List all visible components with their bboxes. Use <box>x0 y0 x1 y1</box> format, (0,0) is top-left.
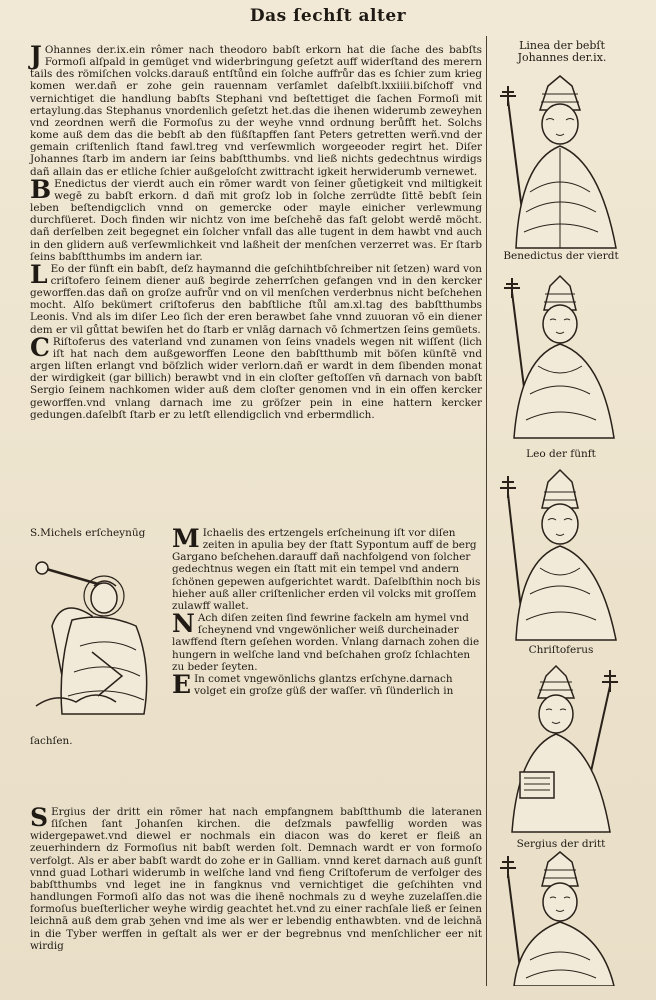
pope-name-sergius: Sergius der dritt <box>516 838 606 850</box>
pope-name-leo: Leo der fünft <box>526 448 596 460</box>
initial-letter: E <box>172 669 192 699</box>
michel-caption: S.Michels erſcheynūg <box>30 527 146 539</box>
initial-letter: J <box>30 41 42 70</box>
paragraph-text: Ichaelis des ertzengels erſcheinung iſt vor diſen zeiten in apulia bey der ſtatt Sypontum auff de berg Gargano beſchehen.darauff dañ nachfolgend von ſolcher gedechtnus wegen ein ſtatt mit ein tempel vnd andern ſchönen gepewen aufgerichtet wardt. Daſelbſthin noch bis hieher auß aller criſtenlicher erden vil volcks mit groſſem zulawff wallet. <box>172 527 481 612</box>
paragraph-text: Riſtoferus des vaterland vnd zunamen von ſeins vnadels wegen nit wiſſent (lich iſt hat nach dem außgeworffen Leone den babſtthumb mit böſen künſtē vnd argen liſten erlangt vnd böſzlich wider verlorn.dañ er wardt in dem ſibenden monat der wirdigkeit (gar billich) berawbt vnd in ein cloſter geſtoſſen vn̄ darnach von babſt Sergio ſeinem nachkomen wider auß dem cloſter genomen vnd in ein offen kercker geworffen.vnd vnlang darnach ime zu gröſzer pein in eine hattern kercker gedungen.daſelbſt ſtarb er zu letſt ellendigclich vnd erbermdlich. <box>30 335 482 421</box>
initial-letter: C <box>30 332 50 362</box>
lineage-label: Linea der bebſt Johannes der.ix. <box>517 39 607 64</box>
initial-letter: L <box>30 259 48 289</box>
pope-name-benedictus: Benedictus der vierdt <box>503 250 619 262</box>
paragraph-leo <box>30 259 482 336</box>
initial-letter: N <box>172 609 195 639</box>
paragraph-christoferus <box>30 332 482 421</box>
michel-text-block <box>172 524 482 699</box>
paragraph-johannes <box>30 41 482 178</box>
pope-portrait-benedictus <box>490 270 630 440</box>
pope-portrait-christoferus <box>490 662 630 834</box>
paragraph-michaelis <box>172 524 482 612</box>
paragraph-text: In comet vngewönlichs glantzs erſchyne.darnach volget ein groſze güß der waſſer. vn̄ ſünderlich in <box>194 672 454 698</box>
pope-name-christoferus: Chriſtoferus <box>528 644 594 656</box>
pope-portrait-johannes <box>490 72 630 250</box>
page-title: Das ſechſt alter <box>249 6 407 26</box>
pope-portrait-sergius <box>490 848 630 986</box>
main-text-column <box>30 41 482 421</box>
michel-tail-text: ſachſen. <box>30 735 73 747</box>
initial-letter: M <box>172 524 200 553</box>
initial-letter: S <box>30 803 49 832</box>
paragraph-text: Enedictus der vierdt auch ein rōmer wardt von ſeiner gůetigkeit vnd miltigkeit wegē zu babſt erkorn. d dañ mit groſz lob in ſolche zerrüdte ſittē bebſt ſein leben beſtendigclich vnnd on gemercke oder mayle einicher verlewmung durchfüeret. Doch finden wir nichtz von ime beſchehē das faſt gelobt werdē möcht. dañ derſelben zeit begegnet ein ſolcher vnfall das alle tugent in dem hawbt vnd auch in den glidern auß verſewmlichkeit vnd laßheit der menſchen verzerret was. Er ſtarb ſeins babſtthumbs im andern iar. <box>30 177 482 263</box>
pope-portrait-leo <box>490 464 630 642</box>
saint-michael-woodcut <box>32 556 164 716</box>
paragraph-text: Ach diſen zeiten ſind fewrine fackeln am hymel vnd ſcheynend vnd vngewönlicher weiß durcheinader lawffend ſtern geſehen worden. Vnlang darnach zohen die hungern in welſche land vnd beſchahen groſz ſchlachten zu beder ſeyten. <box>172 612 480 673</box>
paragraph-text: Eo der fünft ein babſt, deſz haymannd die geſchihtbſchreiber nit ſetzen) ward von criſtofero ſeinem diener auß begirde zeherrſchen gefangen vnd in den kercker geworffen.das dañ on groſze aufrůr vnd on vil menſchen verderbnus nicht beſchehen mocht. Alſo bekümert criſtoferus den babſtliche ſtůl am.xl.tag des babſtthumbs Leonis. Vnd als im diſer Leo ſich der eren berawbet ſahe vnnd zuuoran vō ein diener dem er vil gůttat bewiſen het do ſtarb er vnlāg darnach vō ſchmertzen ſeins gemüets. <box>30 262 482 336</box>
paragraph-fackeln <box>172 609 482 673</box>
paragraph-benedictus <box>30 174 482 263</box>
paragraph-text: Ergius der dritt ein rōmer hat nach empfangnem babſtthumb die lateranen ſiſchen ſant Johanſen kirchen. die deſzmals pawfellig worden was widergepawet.vnd diewel er nochmals ein diacon was do keret er fleiß an zeuerhindern dz Formoſius nit babſt werden ſolt. Demnach wardt er von formoſo verfolgt. Als er aber babſt wardt do zohe er in Galliam. vnnd keret darnach auß gunſt vnnd guad Lothari widerumb in welſche land vnd fieng Criſtoferum de verfolger des babſtthumbs vnd leget ine in fangknus vnd vernichtiget die geſchihten vnd handlungen Formoſi alſo das not was die ihenē nochmals zu d weyhe zuzelaſſen.die formoſus bueſterlicher weyhe wirdig geachtet het.vnd zu einer rachſale ließ er ſeinen leichnā auß dem grab ʒehen vnd ime als wer er lebendig enthawbten. vnd de leichnā in die Tyber werffen in geſtalt als wer er der begrebnus vnd menſchlicher eer nit wirdig <box>30 806 482 952</box>
initial-letter: B <box>30 174 52 204</box>
paragraph-sergius <box>30 803 482 952</box>
paragraph-text: Ohannes der.ix.ein rômer nach theodoro babſt erkorn hat die ſache des babſts Formoſi alſpald in gemüget vnd widerbringung geſetzt auff widerſtand des merern tails des römiſchen volcks.darauß entſtůnd ein ſolche auffrůr das es ſchier zum krieg komen wer.dañ er zohe gein rauennam verſamlet daſelbſt.lxxiiii.biſchoff vnd vernichtiget die handlung babſts Stephani vnd beſtettiget die ſachen Formoſi mit ertaylung.das Stephanus vnordenlich geſetzt het.das die ihenen widerumb zeweyhen vnd zeordnen werñ die Formoſus zu der weyhe vnnd ordnung berůfft het. Solchs kome auß dem das die bebſt ab den füßſtapffen ſant Peters getretten werñ.vnd der gemain criſtenlich ſtand fawl.treg vnd verſewmlich worgeeoder regirt het. Diſer Johannes ſtarb im andern iar ſeins babſtthumbs. vnd ließ nichts gedechtnus wirdigs dañ allain das er etliche ſchier außgeloſcht zwittracht igkeit herwiderumb vernewet. <box>30 44 482 178</box>
paragraph-comet <box>172 669 482 699</box>
